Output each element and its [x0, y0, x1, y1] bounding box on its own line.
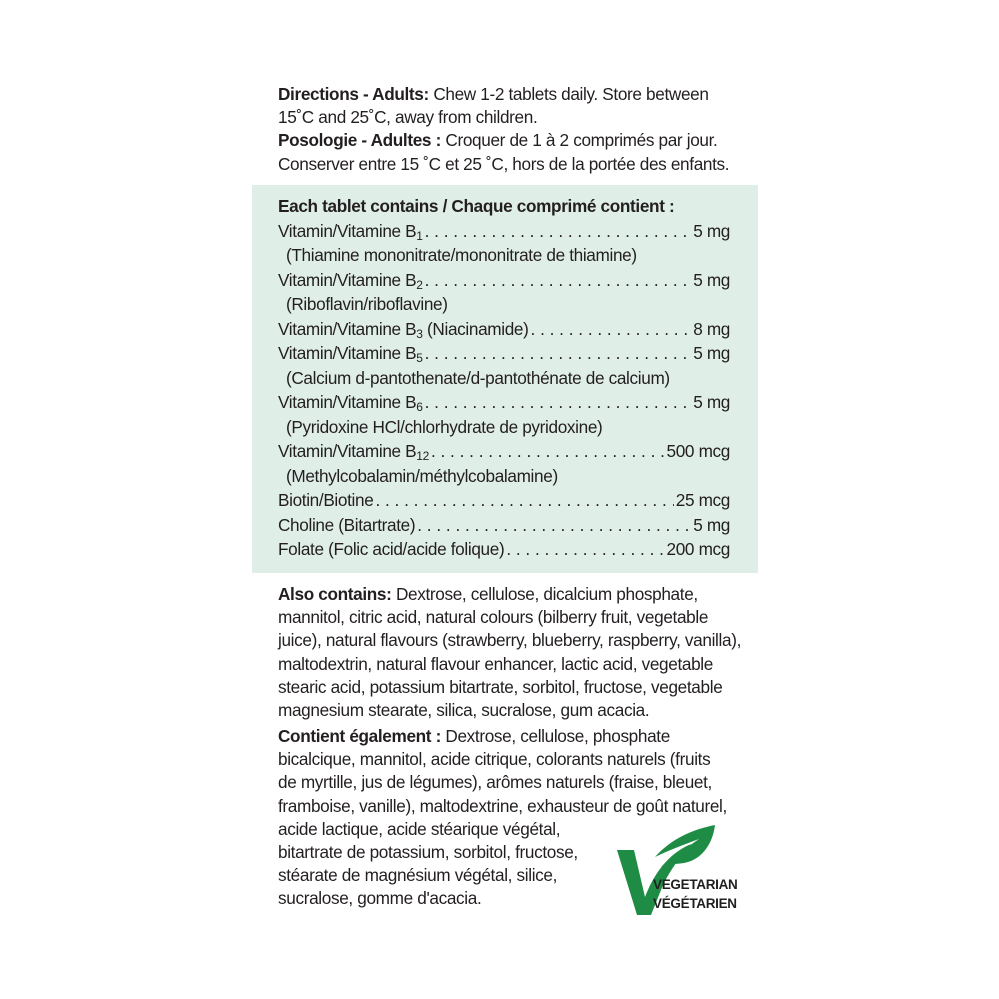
dot-leader [417, 514, 691, 537]
ingredient-row [278, 220, 730, 245]
ingredient-subscript: 1 [416, 228, 423, 243]
dot-leader [425, 342, 692, 365]
dot-leader [425, 391, 692, 414]
ingredient-amount: 5 mg [693, 220, 730, 241]
ingredient-name: Vitamin/Vitamine $B_{12}$ [278, 441, 429, 463]
ingredient-amount: 200 mcg [666, 539, 730, 559]
dot-leader [506, 538, 664, 561]
ingredient-amount: 25 mcg [675, 490, 730, 510]
ingredient-amount: 500 mcg [666, 441, 730, 461]
ingredient-row [278, 489, 730, 514]
ingredient-amount: 5 mg [693, 269, 730, 290]
directions-fr-text: Croquer de 1 à 2 comprimés par jour. Conserver entre 15 ˚C et 25 ˚C, hors de la portée des enfants. [278, 130, 730, 174]
contient-line: de myrtille, jus de légumes), arômes naturels (fraise, bleuet, [278, 772, 712, 793]
contient-line: stéarate de magnésium végétal, silice, [278, 865, 558, 886]
contient-line: sucralose, gomme d'acacia. [278, 888, 482, 909]
ingredient-name: Vitamin/Vitamine $B_2$ [278, 269, 423, 292]
also-contains-text: Dextrose, cellulose, dicalcium phosphate, mannitol, citric acid, natural colours (bilberry fruit, vegetable juice), natural flavours (strawberry, blueberry, raspberry, vanilla), maltodextrin, natural flavour enhancer, lactic acid, vegetable stearic acid, potassium bitartrate, sorbitol, fructose, vegetable magnesium stearate, silica, sucralose, gum acacia. [278, 584, 741, 721]
ingredient-detail: (Calcium d-pantothenate/d-pantothénate de calcium) [286, 367, 670, 388]
directions-en [278, 83, 748, 129]
directions-fr-label: Posologie - Adultes : [278, 130, 441, 151]
ingredient-subscript: 12 [416, 449, 429, 463]
ingredient-subscript: 2 [416, 277, 423, 292]
ingredient-row [278, 318, 730, 343]
vegetarian-label-fr: VÉGÉTARIEN [653, 896, 737, 911]
ingredient-name: Biotin/Biotine [278, 490, 374, 510]
dot-leader [425, 220, 692, 243]
vegetarian-badge [615, 823, 745, 918]
ingredient-row [278, 514, 730, 539]
contient-line: bitartrate de potassium, sorbitol, fructose, [278, 842, 578, 863]
ingredients-list [278, 220, 730, 563]
ingredient-name: Vitamin/Vitamine $B_5$ [278, 343, 423, 365]
also-contains-section [278, 583, 748, 722]
contient-line: acide lactique, acide stéarique végétal, [278, 818, 561, 839]
ingredient-detail: (Pyridoxine HCl/chlorhydrate de pyridoxine) [286, 416, 603, 437]
ingredient-detail: (Methylcobalamin/méthylcobalamine) [286, 465, 558, 486]
ingredient-name: Folate (Folic acid/acide folique) [278, 539, 505, 559]
ingredient-subscript: 6 [416, 400, 423, 414]
ingredient-detail: (Thiamine mononitrate/mononitrate de thiamine) [286, 245, 637, 265]
directions-fr [278, 129, 748, 175]
contient-line: framboise, vanille), maltodextrine, exhausteur de goût naturel, [278, 795, 727, 816]
contient-line: Contient également : Dextrose, cellulose, phosphate [278, 726, 670, 746]
contient-label: Contient également : [278, 726, 441, 746]
vegetarian-label-en: VEGETARIAN [653, 877, 738, 892]
ingredient-name: Vitamin/Vitamine $B_3$ (Niacinamide) [278, 318, 529, 341]
ingredient-row [278, 391, 730, 416]
ingredient-amount: 5 mg [693, 514, 730, 535]
ingredient-amount: 8 mg [693, 318, 730, 339]
ingredient-subscript: 5 [416, 351, 423, 365]
dot-leader [431, 440, 665, 463]
ingredient-row [278, 538, 730, 563]
ingredients-heading: Each tablet contains / Chaque comprimé contient : [278, 196, 675, 216]
ingredient-name: Choline (Bitartrate) [278, 514, 416, 535]
also-contains-label: Also contains: [278, 584, 392, 604]
ingredient-subscript: 3 [416, 326, 423, 341]
ingredient-detail: (Riboflavin/riboflavine) [286, 294, 448, 314]
ingredient-amount: 5 mg [693, 343, 730, 363]
ingredient-row [278, 440, 730, 465]
ingredients-panel [252, 185, 758, 573]
ingredient-row [278, 342, 730, 367]
ingredient-name: Vitamin/Vitamine $B_1$ [278, 220, 423, 243]
dot-leader [425, 269, 692, 292]
ingredient-row [278, 269, 730, 294]
directions-en-label: Directions - Adults: [278, 84, 429, 104]
dot-leader [531, 318, 692, 341]
contient-line: bicalcique, mannitol, acide citrique, colorants naturels (fruits [278, 749, 711, 770]
directions-en-text: Chew 1-2 tablets daily. Store between 15˚C and 25˚C, away from children. [278, 84, 709, 128]
directions-section [278, 83, 748, 176]
ingredient-name: Vitamin/Vitamine $B_6$ [278, 392, 423, 414]
dot-leader [375, 489, 673, 512]
ingredient-amount: 5 mg [693, 392, 730, 412]
